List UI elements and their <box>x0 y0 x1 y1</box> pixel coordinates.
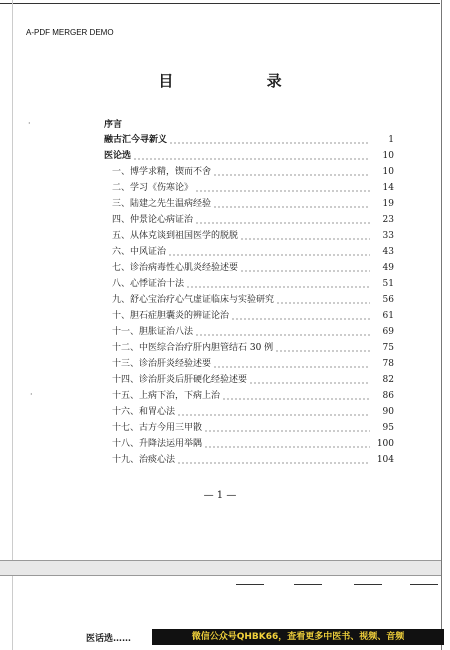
toc-entry-page: 86 <box>382 391 394 401</box>
heading-rule <box>236 584 264 585</box>
toc-entry-label: 三、陆建之先生温病经验 <box>112 199 212 209</box>
toc-entry-label: 五、从体克谈到祖国医学的脱脱 <box>112 231 239 241</box>
toc-entry-label: 十九、治痰心法 <box>112 455 176 465</box>
toc-entry-page: 95 <box>382 423 394 433</box>
toc-leader-dots <box>204 423 370 433</box>
next-page-toc-entry: 医话选…… <box>86 634 132 644</box>
toc-entry-page: 82 <box>382 375 394 385</box>
toc-leader-dots <box>186 279 370 289</box>
toc-entry-page: 100 <box>376 439 394 449</box>
promo-banner[interactable]: 微信公众号QHBK66，查看更多中医书、视频、音频 <box>152 629 444 645</box>
toc-entry[interactable] <box>112 195 394 209</box>
toc-entry-label: 医论选 <box>104 151 132 161</box>
toc-entry-page: 33 <box>382 231 394 241</box>
toc-entry[interactable] <box>112 211 394 225</box>
toc-leader-dots <box>204 439 370 449</box>
toc-entry[interactable] <box>112 227 394 241</box>
toc-entry[interactable] <box>112 451 394 465</box>
toc-entry[interactable] <box>112 419 394 433</box>
toc-leader-dots <box>249 375 370 385</box>
toc-leader-dots <box>213 167 370 177</box>
toc-leader-dots <box>177 407 370 417</box>
toc-entry-page: 23 <box>382 215 394 225</box>
toc-leader-dots <box>195 327 370 337</box>
toc-entry[interactable] <box>112 387 394 401</box>
toc-entry-page: 43 <box>382 247 394 257</box>
toc-entry[interactable] <box>112 323 394 337</box>
toc-leader-dots <box>240 263 370 273</box>
toc-entry-label: 融古汇今寻新义 <box>104 135 168 145</box>
toc-entry-label: 十三、诊治肝炎经验述要 <box>112 359 212 369</box>
toc-entry-label: 十、胆石症胆囊炎的辨证论治 <box>112 311 230 321</box>
toc-leader-dots <box>240 231 370 241</box>
toc-entry[interactable] <box>104 116 394 130</box>
toc-entry-label: 十八、升降法运用举隅 <box>112 439 203 449</box>
toc-leader-dots <box>231 311 370 321</box>
toc-entry-page: 19 <box>382 199 394 209</box>
page-number: — 1 — <box>203 490 237 501</box>
toc-entry-page: 75 <box>382 343 394 353</box>
toc-entry[interactable] <box>112 307 394 321</box>
page-separator <box>0 560 441 576</box>
right-border-line <box>441 0 442 650</box>
toc-leader-dots <box>133 151 370 161</box>
left-border-line <box>12 0 13 650</box>
toc-entry-label: 十七、古方今用三甲散 <box>112 423 203 433</box>
toc-entry-page: 90 <box>382 407 394 417</box>
toc-leader-dots <box>168 247 370 257</box>
toc-leader-dots <box>275 343 370 353</box>
toc-entry[interactable] <box>112 243 394 257</box>
toc-entry[interactable] <box>112 355 394 369</box>
toc-leader-dots <box>169 135 370 145</box>
toc-entry-page: 78 <box>382 359 394 369</box>
toc-entry[interactable] <box>112 339 394 353</box>
toc-leader-dots <box>213 199 370 209</box>
toc-entry-label: 序言 <box>104 120 123 130</box>
toc-entry-label: 九、舒心宝治疗心气虚证临床与实验研究 <box>112 295 275 305</box>
toc-entry-page: 61 <box>382 311 394 321</box>
toc-entry-label: 一、博学求精，锲而不舍 <box>112 167 212 177</box>
toc-entry-page: 104 <box>376 455 394 465</box>
heading-rule <box>354 584 382 585</box>
toc-leader-dots <box>177 455 370 465</box>
toc-entry[interactable] <box>112 179 394 193</box>
toc-leader-dots <box>213 359 370 369</box>
toc-entry[interactable] <box>112 403 394 417</box>
toc-entry-label: 十六、和胃心法 <box>112 407 176 417</box>
toc-entry-page: 56 <box>382 295 394 305</box>
watermark-text: A-PDF MERGER DEMO <box>26 28 114 37</box>
margin-mark: · <box>30 390 33 399</box>
toc-entry[interactable] <box>112 291 394 305</box>
toc-leader-dots <box>195 215 370 225</box>
toc-entry-label: 二、学习《伤寒论》 <box>112 183 194 193</box>
toc-entry[interactable] <box>112 163 394 177</box>
heading-rule <box>294 584 322 585</box>
margin-mark: · <box>28 119 31 128</box>
toc-entry-label: 十五、上病下治，下病上治 <box>112 391 221 401</box>
toc-entry-label: 十四、诊治肝炎后肝硬化经验述要 <box>112 375 248 385</box>
toc-entry[interactable] <box>112 435 394 449</box>
toc-entry-label: 十二、中医综合治疗肝内胆管结石 30 例 <box>112 343 274 353</box>
toc-leader-dots <box>276 295 370 305</box>
toc-entry[interactable] <box>104 147 394 161</box>
heading-rule <box>410 584 438 585</box>
toc-entry-label: 十一、胆胀证治八法 <box>112 327 194 337</box>
top-border-line <box>0 3 440 4</box>
toc-entry-label: 七、诊治病毒性心肌炎经验述要 <box>112 263 239 273</box>
page-title: 目 录 <box>158 72 326 90</box>
toc-entry-page: 1 <box>388 135 394 145</box>
toc-entry-page: 10 <box>382 151 394 161</box>
toc-entry-label: 八、心悸证治十法 <box>112 279 185 289</box>
toc-entry[interactable] <box>112 259 394 273</box>
toc-entry-label: 四、仲景论心病证治 <box>112 215 194 225</box>
toc-entry-page: 69 <box>382 327 394 337</box>
toc-entry[interactable] <box>112 371 394 385</box>
toc-entry-page: 10 <box>382 167 394 177</box>
toc-entry-page: 51 <box>382 279 394 289</box>
toc-entry-page: 49 <box>382 263 394 273</box>
toc-entry-page: 14 <box>382 183 394 193</box>
toc-leader-dots <box>222 391 370 401</box>
toc-entry[interactable] <box>104 131 394 145</box>
toc-entry-label: 六、中风证治 <box>112 247 167 257</box>
toc-leader-dots <box>195 183 370 193</box>
toc-entry[interactable] <box>112 275 394 289</box>
